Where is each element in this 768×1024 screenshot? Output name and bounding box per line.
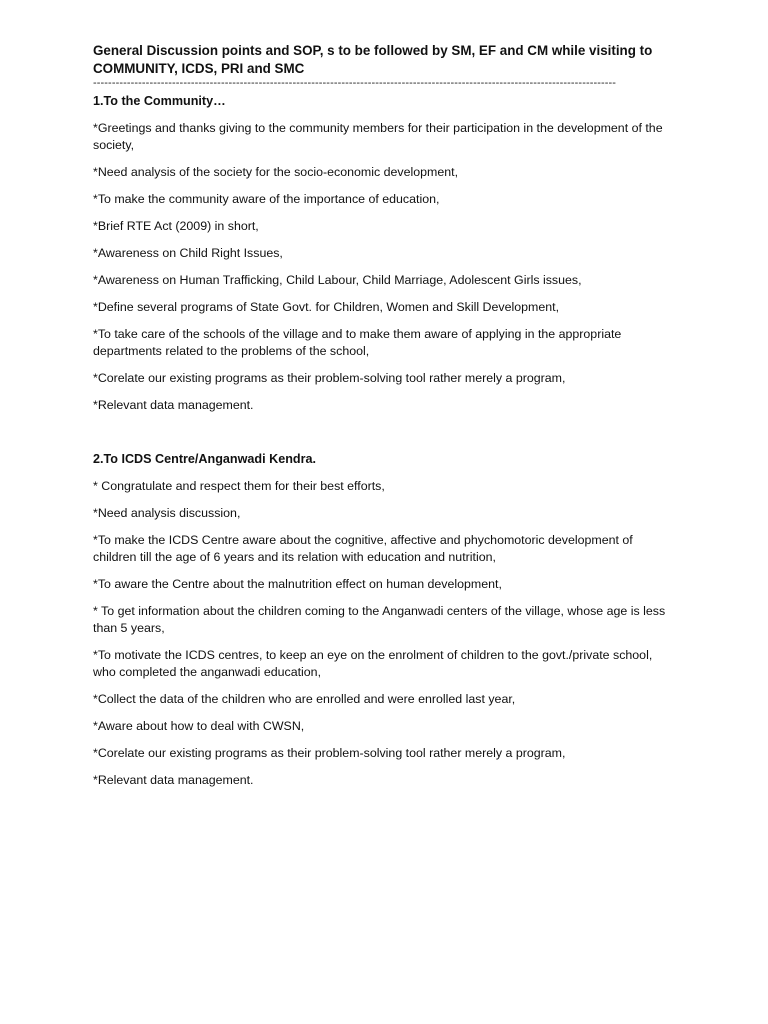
list-item: *Greetings and thanks giving to the community members for their participation in the development of the society, <box>93 121 663 152</box>
list-item: * Congratulate and respect them for their best efforts, <box>93 479 385 493</box>
list-item: *Brief RTE Act (2009) in short, <box>93 219 259 233</box>
document-title: General Discussion points and SOP, s to be followed by SM, EF and CM while visiting to COMMUNITY, ICDS, PRI and SMC <box>93 43 653 76</box>
list-item: *To aware the Centre about the malnutrition effect on human development, <box>93 577 502 591</box>
section-heading: 2.To ICDS Centre/Anganwadi Kendra. <box>93 452 316 466</box>
list-item: *Corelate our existing programs as their problem-solving tool rather merely a program, <box>93 746 566 760</box>
list-item: *Need analysis discussion, <box>93 506 241 520</box>
list-item: *Awareness on Human Trafficking, Child Labour, Child Marriage, Adolescent Girls issues, <box>93 273 582 287</box>
document-page <box>93 42 671 799</box>
section-community <box>93 93 671 414</box>
section-spacer <box>93 424 671 451</box>
list-item: *Corelate our existing programs as their problem-solving tool rather merely a program, <box>93 371 566 385</box>
list-item: *Aware about how to deal with CWSN, <box>93 719 305 733</box>
list-item: *To make the ICDS Centre aware about the cognitive, affective and phychomotoric development of children till the age of 6 years and its relation with education and nutrition, <box>93 533 633 564</box>
section-icds <box>93 451 671 789</box>
list-item: *Relevant data management. <box>93 398 254 412</box>
list-item: *Awareness on Child Right Issues, <box>93 246 283 260</box>
list-item: *To take care of the schools of the village and to make them aware of applying in the appropriate departments related to the problems of the school, <box>93 327 622 358</box>
list-item: *Define several programs of State Govt. for Children, Women and Skill Development, <box>93 300 560 314</box>
list-item: *Collect the data of the children who are enrolled and were enrolled last year, <box>93 692 516 706</box>
list-item: *To motivate the ICDS centres, to keep an eye on the enrolment of children to the govt./private school, who completed the anganwadi education, <box>93 648 653 679</box>
list-item: *Need analysis of the society for the socio-economic development, <box>93 165 459 179</box>
section-heading: 1.To the Community… <box>93 94 226 108</box>
list-item: *To make the community aware of the importance of education, <box>93 192 440 206</box>
separator-rule: ------------------------------------------------------------------------------------------------------------------------------------------- <box>93 78 617 88</box>
list-item: *Relevant data management. <box>93 773 254 787</box>
list-item: * To get information about the children coming to the Anganwadi centers of the village, whose age is less than 5 years, <box>93 604 666 635</box>
